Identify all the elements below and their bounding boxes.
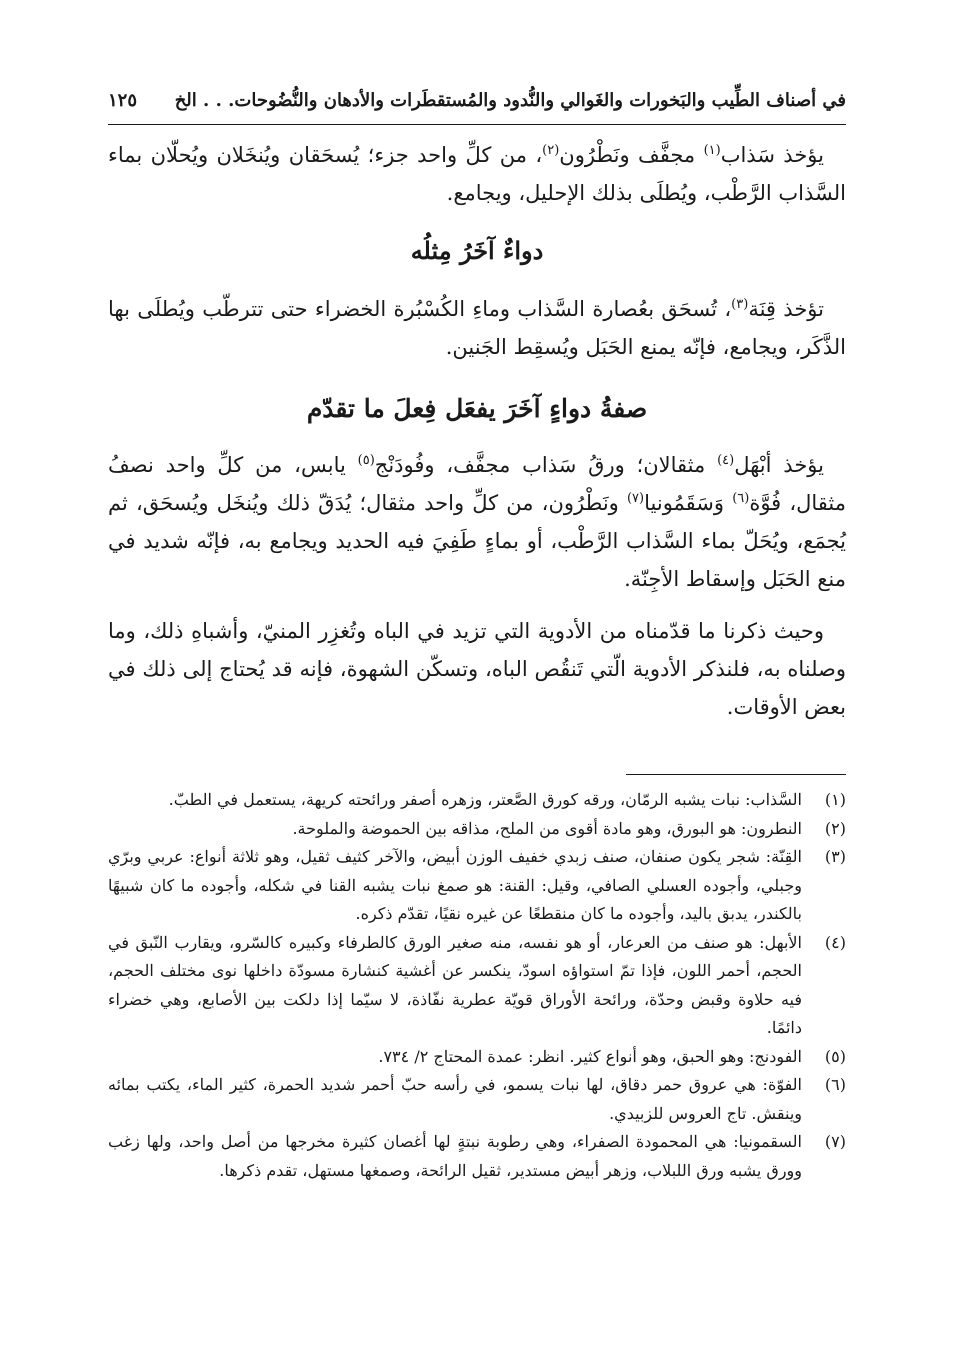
- footnote-rule: [626, 774, 846, 775]
- footnote-number: (١): [824, 790, 846, 809]
- p2-text-a: تؤخذ قِنَة: [748, 297, 824, 321]
- footnote-number: (٢): [824, 818, 846, 838]
- p1-text-b: مجفَّف ونَطْرُون: [559, 143, 704, 167]
- p3-text-c: يابس، من كلِّ واحد نصفُ مثقال، فُوَّة: [108, 453, 846, 515]
- p3-text-d: وَسَقَمُونيا: [644, 491, 733, 515]
- footnote-3: [108, 843, 846, 929]
- running-head-title: في أصناف الطِّيب والبَخورات والغَوالي والنُّدود والمُستقطَرات والأدهان والنُّضُوحات. . . الخ: [174, 89, 846, 111]
- section-heading-1: دواءٌ آخَرُ مِثلُه: [410, 236, 544, 265]
- footnote-2: [108, 815, 846, 844]
- footnote-ref-6: (٦): [732, 491, 750, 506]
- header-rule: [108, 124, 846, 125]
- paragraph-1: [108, 136, 846, 212]
- p1-text-a: يؤخذ سَذاب: [720, 143, 824, 167]
- main-text: [108, 136, 846, 726]
- footnote-ref-3: (٣): [731, 297, 749, 312]
- footnote-text: النطرون: هو البورق، وهو مادة أقوى من الملح، مذاقه بين الحموضة والملوحة.: [292, 818, 802, 838]
- footnote-ref-7: (٧): [626, 491, 645, 506]
- footnotes: [108, 786, 846, 1185]
- footnote-text: القِنّة: شجر يكون صنفان، صنف زبدي خفيف الوزن أبيض، والآخر كثيف ثقيل، وهو ثلاثة أنواع: عربي وبرّي وجبلي، وأجوده العسلي الصافي، وقيل: القنة: هو صمغ نبات يشبه القنا في شكله، وأجوده ما كان شبيهًا بالكندر، يدبق باليد، وأجوده ما كان منقطعًا عن غيره نقيًا، تقدّم ذكره.: [108, 847, 802, 923]
- footnote-number: (٣): [824, 847, 846, 866]
- p1-text-c: ، من كلِّ واحد جزء؛ يُسحَقان ويُنخَلان ويُحلّان بماء السَّذاب الرَّطْب، ويُطلَى بذلك الإحليل، ويجامع.: [108, 143, 846, 205]
- paragraph-2: [108, 290, 846, 366]
- footnote-6: [108, 1071, 846, 1128]
- footnote-ref-4: (٤): [717, 453, 735, 468]
- footnote-text: السَّذاب: نبات يشبه الرمّان، ورقه كورق الصَّعتر، وزهره أصفر ورائحته كريهة، يستعمل في الطبّ.: [168, 790, 802, 809]
- footnote-ref-1: (١): [703, 143, 721, 158]
- footnote-number: (٦): [824, 1075, 846, 1094]
- footnote-4: [108, 929, 846, 1043]
- footnote-ref-2: (٢): [542, 143, 560, 158]
- running-header: [108, 84, 846, 116]
- footnote-number: (٧): [824, 1132, 846, 1151]
- footnote-text: السقمونيا: هي المحمودة الصفراء، وهي رطوبة نبتةٍ لها أغصان كثيرة مخرجها من أصل واحد، ولها زغب وورق يشبه ورق اللبلاب، وزهر أبيض مستدير، ثقيل الرائحة، وصمغها مستهل، تقدم ذكرها.: [108, 1132, 802, 1180]
- footnote-5: [108, 1043, 846, 1072]
- p3-text-a: يؤخذ أبْهَل: [734, 453, 824, 477]
- section-heading-2: صفةُ دواءٍ آخَرَ يفعَل فِعلَ ما تقدّم: [306, 394, 648, 423]
- p3-text-b: مثقالان؛ ورقُ سَذاب مجفَّف، وفُودَنْج: [374, 453, 718, 477]
- page-number: ١٢٥: [108, 89, 138, 111]
- paragraph-4: وحيث ذكرنا ما قدّمناه من الأدوية التي تزيد في الباه وتُغزِر المنيّ، وأشباهِ ذلك، وما وصلناه به، فلنذكر الأدوية الّتي تَنقُص الباه، وتسكّن الشهوة، فإنه قد يُحتاج إلى ذلك في بعض الأوقات.: [108, 619, 846, 719]
- footnote-ref-5: (٥): [357, 453, 375, 468]
- footnote-1: [108, 786, 846, 815]
- footnote-number: (٥): [824, 1046, 846, 1066]
- p3-text-e: ونَطْرُون، من كلِّ واحد مثقال؛ يُدَقّ ذلك ويُنخَل ويُسحَق، ثم يُجمَع، ويُحَلّ بماء السَّذاب الرَّطْب، أو بماءٍ طَفِيَ فيه الحديد ويجامع به، فإنّه شديد في منع الحَبَل وإسقاط الأجِنّة.: [108, 491, 846, 591]
- footnote-text: الفودنج: وهو الحبق، وهو أنواع كثير. انظر: عمدة المحتاج ٢/ ٧٣٤.: [378, 1046, 802, 1066]
- footnote-text: الأبهل: هو صنف من العرعار، أو هو نفسه، منه صغير الورق كالطرفاء وكبيره كالسّرو، ويقارب النّبق في الحجم، أحمر اللون، فإذا تمّ استواؤه اسودّ، ينكسر عن أغشية كنشارة مسودّة داخلها نوى مختلف الحجم، فيه حلاوة وقبض وحدّة، ورائحة الأوراق قويّة عطرية نفّاذة، لا سيّما إذا دلكت بين الأصابع، وهي خضراء دائمًا.: [108, 932, 802, 1037]
- p2-text-b: ، تُسحَق بعُصارة السَّذاب وماءِ الكُسْبُرة الخضراء حتى تترطّب ويُطلَى بها الذَّكَر، ويجامع، فإنّه يمنع الحَبَل ويُسقِط الجَنين.: [108, 297, 846, 359]
- footnote-text: الفوّة: هي عروق حمر دقاق، لها نبات يسمو، في رأسه حبّ أحمر شديد الحمرة، كثير الماء، يكتب بمائه وينقش. تاج العروس للزبيدي.: [108, 1075, 803, 1123]
- paragraph-3: [108, 446, 846, 598]
- footnote-7: [108, 1128, 846, 1185]
- footnote-number: (٤): [824, 932, 846, 952]
